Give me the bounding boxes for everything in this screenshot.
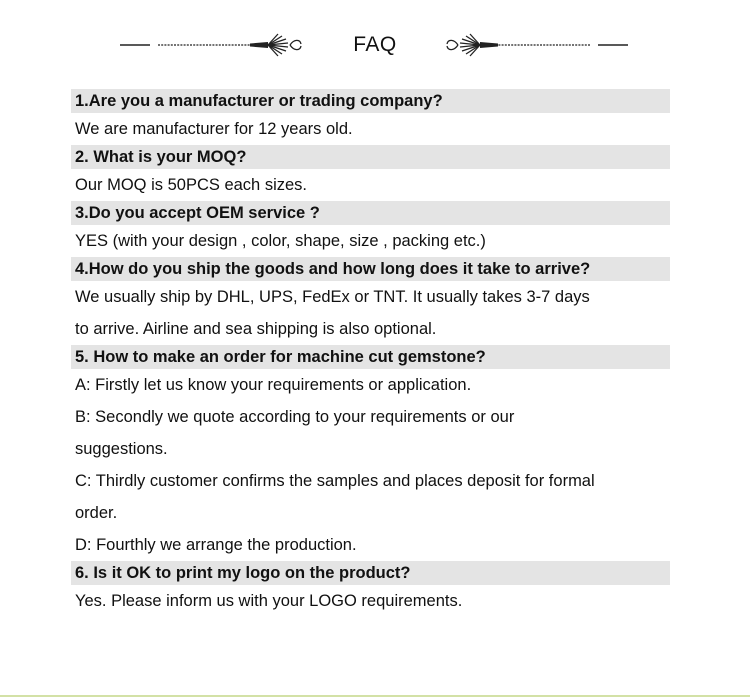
faq-question-1: 1.Are you a manufacturer or trading company?	[71, 89, 670, 113]
faq-answer-1: We are manufacturer for 12 years old.	[75, 120, 353, 138]
faq-question-2: 2. What is your MOQ?	[71, 145, 670, 169]
faq-header	[0, 28, 750, 64]
faq-answer-6: Yes. Please inform us with your LOGO requirements.	[75, 592, 463, 610]
faq-list	[71, 89, 670, 617]
faq-question-4: 4.How do you ship the goods and how long does it take to arrive?	[71, 257, 670, 281]
faq-answer-5-line-3: suggestions.	[75, 440, 168, 458]
faq-answer-3: YES (with your design , color, shape, size , packing etc.)	[75, 232, 486, 250]
faq-answer-4-line-2: to arrive. Airline and sea shipping is also optional.	[75, 320, 437, 338]
faq-answer-4-line-1: We usually ship by DHL, UPS, FedEx or TNT. It usually takes 3-7 days	[75, 288, 590, 306]
faq-answer-5-line-6: D: Fourthly we arrange the production.	[75, 536, 357, 554]
faq-question-5: 5. How to make an order for machine cut gemstone?	[71, 345, 670, 369]
faq-answer-5-line-5: order.	[75, 504, 118, 522]
faq-title: FAQ	[353, 33, 397, 56]
faq-answer-5-line-1: A: Firstly let us know your requirements or application.	[75, 376, 472, 394]
bottom-divider	[0, 695, 750, 697]
faq-question-3: 3.Do you accept OEM service ?	[71, 201, 670, 225]
faq-answer-5-line-4: C: Thirdly customer confirms the samples and places deposit for formal	[75, 472, 595, 490]
faq-question-6: 6. Is it OK to print my logo on the product?	[71, 561, 670, 585]
faq-answer-2: Our MOQ is 50PCS each sizes.	[75, 176, 307, 194]
right-flourish-ornament-icon	[444, 28, 630, 64]
faq-answer-5-line-2: B: Secondly we quote according to your requirements or our	[75, 408, 515, 426]
